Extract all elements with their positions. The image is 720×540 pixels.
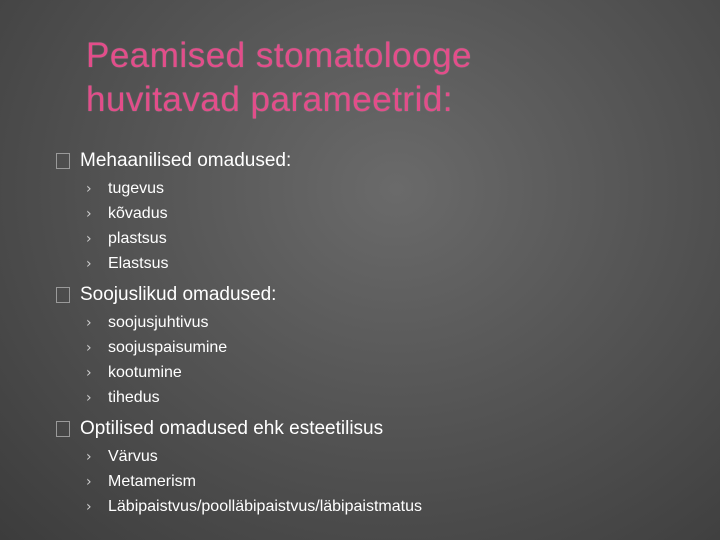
slide-content: [56, 146, 696, 519]
chevron-right-icon: ›: [86, 339, 92, 356]
list-item-label: Läbipaistvus/poolläbipaistvus/läbipaistmatus: [108, 497, 422, 515]
list-item: [86, 494, 696, 519]
slide-title-line-1: Peamised stomatolooge: [86, 36, 472, 75]
list-item-label: tihedus: [108, 388, 160, 406]
section-label: Mehaanilised omadused:: [80, 150, 292, 171]
bullet-icon: [56, 287, 70, 303]
list-item-label: plastsus: [108, 229, 167, 247]
list-item: [86, 201, 696, 226]
slide-title-line-2: huvitavad parameetrid:: [86, 80, 454, 119]
chevron-right-icon: ›: [86, 498, 92, 515]
chevron-right-icon: ›: [86, 230, 92, 247]
section-header: [56, 146, 696, 176]
list-item: [86, 360, 696, 385]
chevron-right-icon: ›: [86, 448, 92, 465]
chevron-right-icon: ›: [86, 180, 92, 197]
section-header: [56, 414, 696, 444]
list-item-label: soojusjuhtivus: [108, 313, 209, 331]
list-item: [86, 335, 696, 360]
bullet-icon: [56, 153, 70, 169]
list-item-label: soojuspaisumine: [108, 338, 228, 356]
list-item-label: tugevus: [108, 179, 165, 197]
chevron-right-icon: ›: [86, 473, 92, 490]
list-item: [86, 251, 696, 276]
section-optical: [56, 414, 696, 519]
chevron-right-icon: ›: [86, 389, 92, 406]
list-item: [86, 176, 696, 201]
list-item-label: kõvadus: [108, 204, 168, 222]
section-label: Soojuslikud omadused:: [80, 284, 277, 305]
chevron-right-icon: ›: [86, 205, 92, 222]
list-item: [86, 226, 696, 251]
chevron-right-icon: ›: [86, 255, 92, 272]
section-header: [56, 280, 696, 310]
sub-bullet-list: [56, 310, 696, 410]
list-item: [86, 444, 696, 469]
chevron-right-icon: ›: [86, 364, 92, 381]
list-item-label: kootumine: [108, 363, 182, 381]
section-label: Optilised omadused ehk esteetilisus: [80, 418, 384, 439]
chevron-right-icon: ›: [86, 314, 92, 331]
sub-bullet-list: [56, 176, 696, 276]
list-item: [86, 310, 696, 335]
list-item-label: Värvus: [108, 447, 158, 465]
list-item: [86, 385, 696, 410]
list-item-label: Metamerism: [108, 472, 197, 490]
list-item: [86, 469, 696, 494]
bullet-icon: [56, 421, 70, 437]
sub-bullet-list: [56, 444, 696, 519]
section-thermal: [56, 280, 696, 410]
section-mechanical: [56, 146, 696, 276]
slide-title: [86, 34, 686, 122]
list-item-label: Elastsus: [108, 254, 169, 272]
